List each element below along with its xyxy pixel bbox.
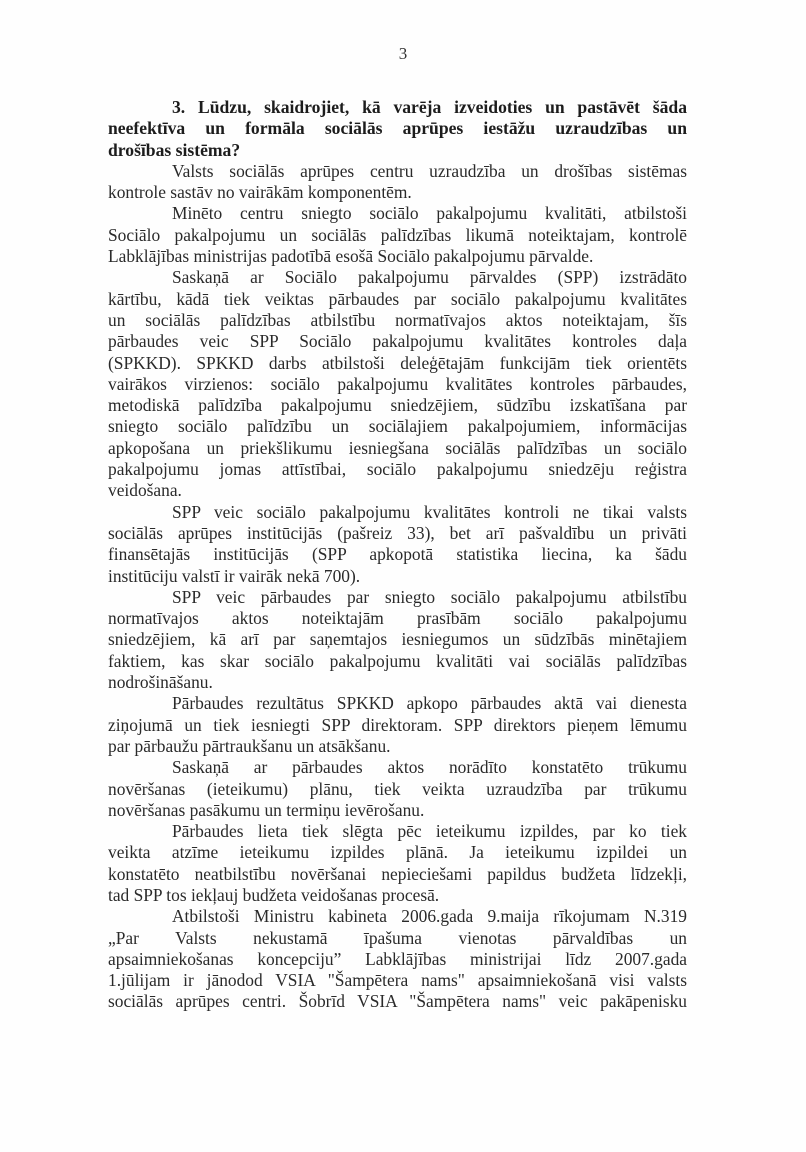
paragraph-line: veikta atzīme ieteikumu izpildes plānā. Ja ieteikumu izpildei un bbox=[108, 842, 687, 863]
paragraph-line: Saskaņā ar Sociālo pakalpojumu pārvaldes (SPP) izstrādāto bbox=[172, 267, 687, 288]
heading-line: 3. Lūdzu, skaidrojiet, kā varēja izveidoties un pastāvēt šāda bbox=[172, 97, 687, 117]
question-heading bbox=[108, 97, 687, 161]
paragraph-line: konstatēto neatbilstību novēršanai nepieciešami papildus budžeta līdzekļi, bbox=[108, 863, 687, 884]
paragraph-line: „Par Valsts nekustamā īpašuma vienotas pārvaldības un bbox=[108, 927, 687, 948]
paragraph-line: Pārbaudes rezultātus SPKKD apkopo pārbaudes aktā vai dienesta bbox=[172, 693, 687, 714]
paragraph-line: kontrole sastāv no vairākām komponentēm. bbox=[108, 182, 412, 203]
paragraph-line: SPP veic sociālo pakalpojumu kvalitātes kontroli ne tikai valsts bbox=[172, 501, 687, 522]
paragraph bbox=[108, 267, 687, 501]
paragraph-line: finansētajās institūcijās (SPP apkopotā statistika liecina, ka šādu bbox=[108, 544, 687, 565]
paragraph-line: Labklājības ministrijas padotībā esošā Sociālo pakalpojumu pārvalde. bbox=[108, 246, 594, 267]
paragraph-line: Atbilstoši Ministru kabineta 2006.gada 9.maija rīkojumam N.319 bbox=[172, 906, 687, 927]
paragraph-line: 1.jūlijam ir jānodod VSIA "Šampētera nams" apsaimniekošanā visi valsts bbox=[108, 970, 687, 991]
paragraph bbox=[108, 502, 687, 587]
paragraph-line: sociālās aprūpes institūcijās (pašreiz 33), bet arī pašvaldību un privāti bbox=[108, 522, 687, 543]
paragraph-line: novēršanas pasākumu un termiņu ievērošanu. bbox=[108, 799, 425, 820]
paragraph-line: (SPKKD). SPKKD darbs atbilstoši deleģētajām funkcijām tiek orientēts bbox=[108, 352, 687, 373]
paragraph-line: sniedzējiem, kā arī par saņemtajos iesniegumos un sūdzībās minētajiem bbox=[108, 629, 687, 650]
paragraph-line: Valsts sociālās aprūpes centru uzraudzība un drošības sistēmas bbox=[172, 160, 687, 181]
paragraph-line: novēršanas (ieteikumu) plānu, tiek veikta uzraudzība par trūkumu bbox=[108, 778, 687, 799]
paragraph-line: normatīvajos aktos noteiktajām prasībām sociālo pakalpojumu bbox=[108, 608, 687, 629]
paragraph-line: veidošana. bbox=[108, 480, 182, 501]
heading-line: neefektīva un formāla sociālās aprūpes iestāžu uzraudzības un bbox=[108, 118, 687, 139]
document-body bbox=[108, 97, 687, 1013]
paragraph bbox=[108, 161, 687, 204]
paragraph bbox=[108, 203, 687, 267]
paragraph bbox=[108, 757, 687, 821]
paragraph-line: Sociālo pakalpojumu un sociālās palīdzības likumā noteiktajam, kontrolē bbox=[108, 224, 687, 245]
paragraph-line: apkopošana un priekšlikumu iesniegšana sociālās palīdzības un sociālo bbox=[108, 437, 687, 458]
paragraph-line: vairākos virzienos: sociālo pakalpojumu kvalitātes kontroles pārbaudes, bbox=[108, 373, 687, 394]
paragraph-line: un sociālās palīdzības atbilstību normatīvajos aktos noteiktajam, šīs bbox=[108, 309, 687, 330]
paragraph-line: Minēto centru sniegto sociālo pakalpojumu kvalitāti, atbilstoši bbox=[172, 203, 687, 224]
paragraph-line: sniegto sociālo palīdzību un sociālajiem pakalpojumiem, informācijas bbox=[108, 416, 687, 437]
paragraph bbox=[108, 693, 687, 757]
paragraph-line: ziņojumā un tiek iesniegti SPP direktoram. SPP direktors pieņem lēmumu bbox=[108, 714, 687, 735]
paragraph-line: faktiem, kas skar sociālo pakalpojumu kvalitāti vai sociālās palīdzības bbox=[108, 650, 687, 671]
paragraph-line: Saskaņā ar pārbaudes aktos norādīto konstatēto trūkumu bbox=[172, 757, 687, 778]
paragraph-line: pakalpojumu jomas attīstībai, sociālo pakalpojumu sniedzēju reģistra bbox=[108, 459, 687, 480]
paragraph-line: metodiskā palīdzība pakalpojumu sniedzējiem, sūdzību izskatīšana par bbox=[108, 395, 687, 416]
paragraph-line: Pārbaudes lieta tiek slēgta pēc ieteikumu izpildes, par ko tiek bbox=[172, 821, 687, 842]
paragraph-line: apsaimniekošanas koncepciju” Labklājības ministrijai līdz 2007.gada bbox=[108, 948, 687, 969]
answer-paragraphs bbox=[108, 161, 687, 1013]
paragraph bbox=[108, 821, 687, 906]
paragraph-line: kārtību, kādā tiek veiktas pārbaudes par sociālo pakalpojumu kvalitātes bbox=[108, 288, 687, 309]
paragraph-line: sociālās aprūpes centri. Šobrīd VSIA "Šampētera nams" veic pakāpenisku bbox=[108, 991, 687, 1012]
page-number: 3 bbox=[398, 44, 408, 63]
paragraph-line: SPP veic pārbaudes par sniegto sociālo pakalpojumu atbilstību bbox=[172, 586, 687, 607]
paragraph-line: pārbaudes veic SPP Sociālo pakalpojumu kvalitātes kontroles daļa bbox=[108, 331, 687, 352]
paragraph-line: nodrošināšanu. bbox=[108, 672, 213, 693]
paragraph-line: tad SPP tos iekļauj budžeta veidošanas procesā. bbox=[108, 884, 440, 905]
paragraph-line: par pārbaužu pārtraukšanu un atsākšanu. bbox=[108, 735, 391, 756]
heading-line: drošības sistēma? bbox=[108, 139, 241, 160]
paragraph bbox=[108, 587, 687, 693]
paragraph-line: institūciju valstī ir vairāk nekā 700). bbox=[108, 565, 361, 586]
paragraph bbox=[108, 906, 687, 1012]
